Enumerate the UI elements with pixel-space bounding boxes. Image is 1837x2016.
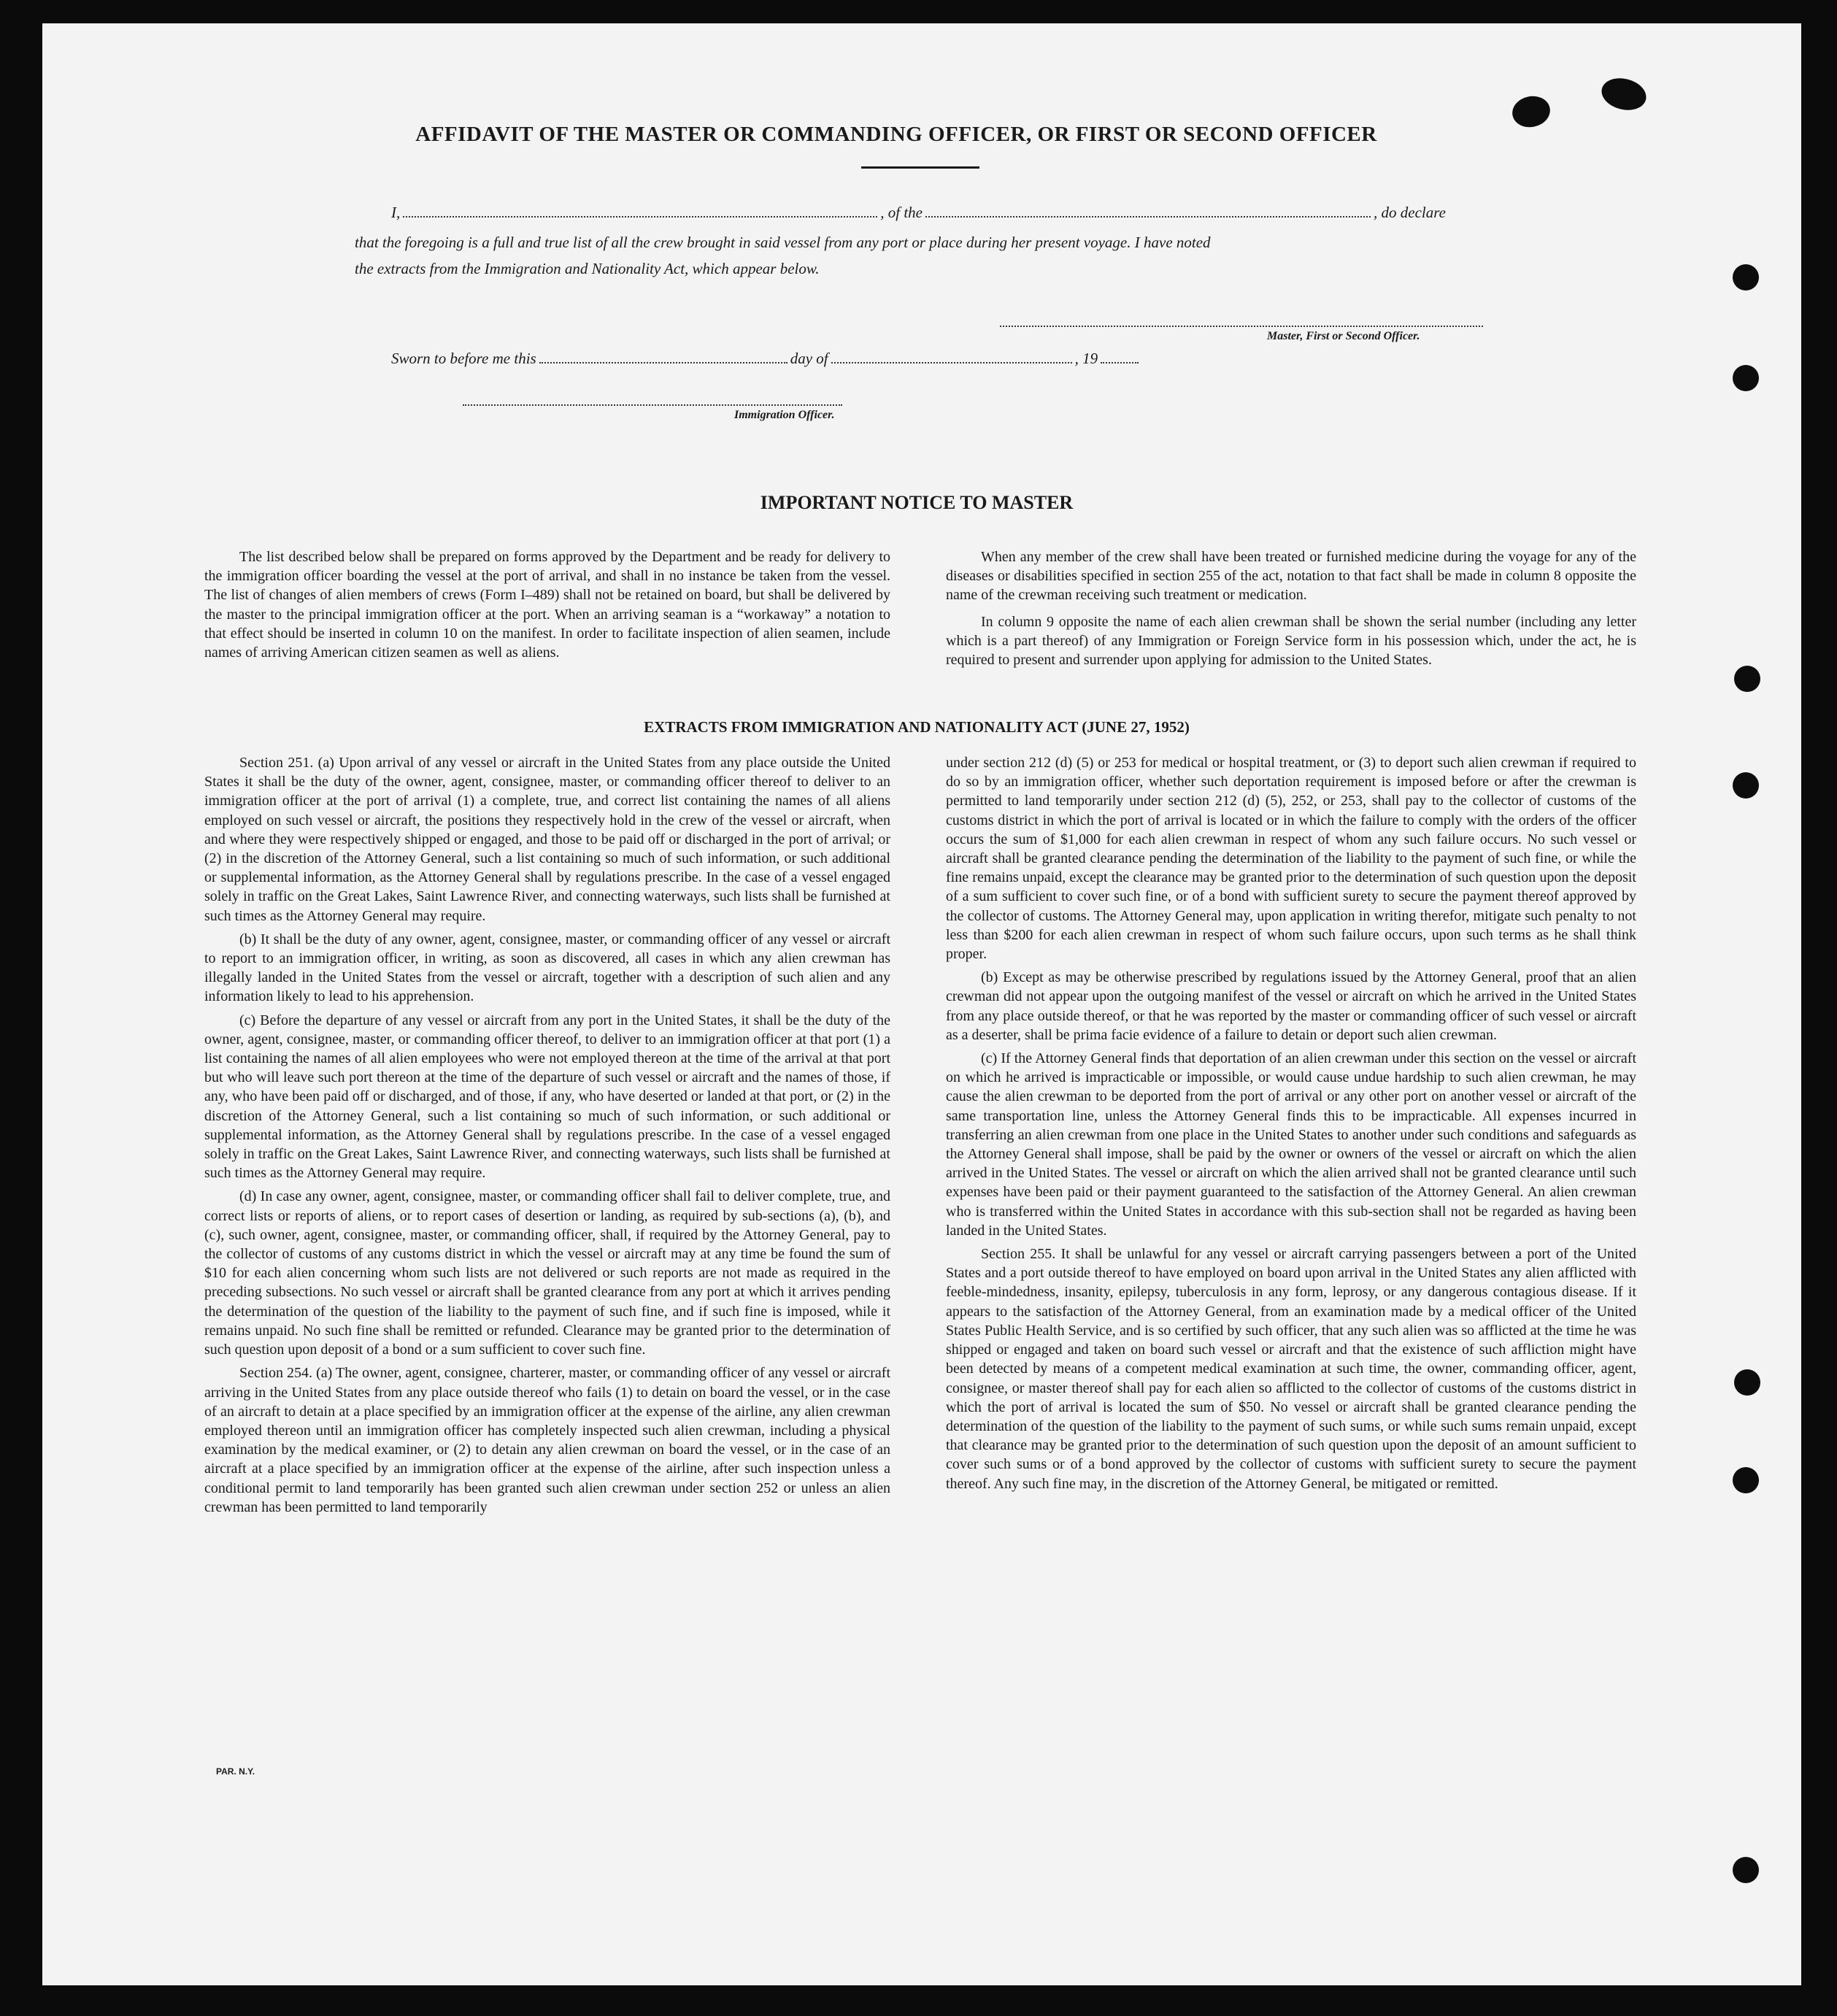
punch-hole-4 <box>1733 772 1759 799</box>
punch-hole-7 <box>1733 1857 1759 1883</box>
do-declare-label: , do declare <box>1374 204 1446 221</box>
notice-right-column <box>946 547 1636 674</box>
punch-hole-5 <box>1734 1369 1760 1396</box>
punch-hole-1 <box>1733 264 1759 291</box>
vessel-name-field[interactable] <box>925 203 1371 218</box>
sworn-month-field[interactable] <box>831 349 1072 363</box>
notice-left-column <box>204 547 890 666</box>
printer-mark: PAR. N.Y. <box>216 1766 255 1777</box>
of-the-label: , of the <box>880 204 923 221</box>
master-signature-field[interactable] <box>1000 326 1483 327</box>
extracts-title: EXTRACTS FROM IMMIGRATION AND NATIONALITY ACT (JUNE 27, 1952) <box>644 718 1190 736</box>
affidavit-declaration-line <box>391 203 1446 222</box>
day-of-label: day of <box>790 350 828 367</box>
title-rule <box>861 166 979 169</box>
affidavit-text-line-2: that the foregoing is a full and true list of all the crew brought in said vessel from any port or place during her present voyage. I have noted <box>355 234 1211 251</box>
statute-paragraph: Section 251. (a) Upon arrival of any vessel or aircraft in the United States from any place outside the United States it shall be the duty of the owner, agent, consignee, master, or commanding officer thereof to deliver to an immigration officer at the port of arrival (1) a complete, true, and correct list containing the names of all aliens employed on such vessel or aircraft, the positions they respectively hold in the crew of the vessel or aircraft, when and where they were respectively shipped or engaged, and those to be paid off or discharged in the port of arrival; or (2) in the discretion of the Attorney General, such a list containing so much of such information, or such additional or supplemental information, as the Attorney General shall by regulations prescribe. In the case of a vessel engaged solely in traffic on the Great Lakes, Saint Lawrence River, and connecting waterways, such lists shall be furnished at such times as the Attorney General may require. <box>204 755 890 924</box>
sworn-line <box>391 349 1141 368</box>
sworn-year-field[interactable] <box>1101 349 1139 363</box>
extracts-left-column <box>204 753 890 1521</box>
punch-hole-3 <box>1734 666 1760 692</box>
statute-paragraph: (d) In case any owner, agent, consignee, master, or commanding officer shall fail to deliver complete, true, and correct lists or reports of aliens, or to report cases of desertion or landing, as required by sub-sections (a), (b), and (c), such owner, agent, consignee, master, or commanding officer, shall, if required by the Attorney General, pay to the collector of customs of any customs district in which the vessel or aircraft may at any time be found the sum of $10 for each alien concerning whom such lists are not delivered or such reports are not made as required in the preceding subsections. No such vessel or aircraft shall be granted clearance from any port at which it arrives pending the determination of the question of the liability to the payment of such fine, and if such fine is imposed, while it remains unpaid. No such fine shall be remitted or refunded. Clearance may be granted prior to the determination of such question upon deposit of a bond or a sum sufficient to cover such fine. <box>204 1188 890 1358</box>
immigration-officer-signature-field[interactable] <box>463 404 842 406</box>
document-page <box>42 23 1801 1985</box>
statute-paragraph: under section 212 (d) (5) or 253 for medical or hospital treatment, or (3) to deport such alien crewman if required to do so by an immigration officer, whether such deportation requirement is imposed before or after the crewman is permitted to land temporarily under section 212 (d) (5), 252, or 253, shall pay to the collector of customs of the customs district in which the port of arrival is located or in which the failure to comply with the orders of the officer occurs the sum of $1,000 for each alien crewman in respect of whom any such failure occurs. No such vessel or aircraft shall be granted clearance pending the determination of the liability to the payment of such fine, or while the fine remains unpaid, except the clearance may be granted prior to the determination of such question upon the deposit of a sum sufficient to cover such fine, or of a bond with sufficient surety to secure the payment thereof approved by the collector of customs. The Attorney General may, upon application in writing therefor, mitigate such penalty to not less than $200 for each alien crewman in respect of whom such failure occurs, upon such terms as he shall think proper. <box>946 755 1636 963</box>
ink-blot-2 <box>1598 74 1649 115</box>
year-label: , 19 <box>1074 350 1098 367</box>
statute-paragraph: Section 254. (a) The owner, agent, consignee, charterer, master, or commanding officer of any vessel or aircraft arriving in the United States from any place outside thereof who fails (1) to detain on board the vessel, or in the case of an aircraft to detain at a place specified by an immigration officer at the expense of the airline, any alien crewman employed thereon until an immigration officer has completely inspected such alien crewman, including a physical examination by the medical examiner, or (2) to detain any alien crewman on board the vessel, or in the case of an aircraft at a place specified by an immigration officer at the expense of the airline, after such inspection unless a conditional permit to land temporarily has been granted such alien crewman under section 252 or unless an alien crewman has been permitted to land temporarily <box>204 1365 890 1515</box>
statute-paragraph: (b) It shall be the duty of any owner, agent, consignee, master, or commanding officer of any vessel or aircraft to report to an immigration officer, in writing, as soon as discovered, all cases in which any alien crewman has illegally landed in the United States from the vessel or aircraft, together with a description of such alien and any information likely to lead to his apprehension. <box>204 931 890 1005</box>
sworn-label: Sworn to before me this <box>391 350 536 367</box>
master-signature-caption: Master, First or Second Officer. <box>1267 330 1420 342</box>
statute-paragraph: (b) Except as may be otherwise prescribed by regulations issued by the Attorney General, proof that an alien crewman did not appear upon the outgoing manifest of the vessel or aircraft on which he arrived in the United States from any place outside thereof, or that he was reported by the master or commanding officer of such vessel or aircraft as a deserter, shall be prima facie evidence of a failure to detain or deport such alien crewman. <box>946 969 1636 1043</box>
extracts-right-column <box>946 753 1636 1498</box>
statute-paragraph: (c) Before the departure of any vessel or aircraft from any port in the United States, it shall be the duty of the owner, agent, consignee, master, or commanding officer thereof, to deliver to an immigration officer at that port (1) a list containing the names of all alien employees who were not employed thereon at the time of the arrival at that port but who will leave such port thereon at the time of the departure of such vessel or aircraft and the names of those, if any, who have been paid off or discharged, and of those, if any, who have deserted or landed at that port, or (2) in the discretion of the Attorney General, such a list containing so much of such information, or such additional or supplemental information, as the Attorney General shall by regulations prescribe. In the case of a vessel engaged solely in traffic on the Great Lakes, Saint Lawrence River, and connecting waterways, such lists shall be furnished at such times as the Attorney General may require. <box>204 1012 890 1182</box>
notice-paragraph: When any member of the crew shall have been treated or furnished medicine during the voyage for any of the diseases or disabilities specified in section 255 of the act, notation to that fact shall be made in column 8 opposite the name of the crewman receiving such treatment or medication. <box>946 549 1636 604</box>
statute-paragraph: (c) If the Attorney General finds that deportation of an alien crewman under this section on the vessel or aircraft on which he arrived is impracticable or impossible, or would cause undue hardship to such alien crewman, he may cause the alien crewman to be deported from the port of arrival or any other port on another vessel or aircraft of the same transportation line, unless the Attorney General finds this to be impracticable. All expenses incurred in transferring an alien crewman from one place in the United States to another under such conditions and safeguards as the Attorney General shall impose, shall be paid by the owner or owners of the vessel or aircraft on which the alien arrived in the United States. The vessel or aircraft on which the alien arrived shall not be granted clearance until such expenses have been paid or their payment guaranteed to the satisfaction of the Attorney General. An alien crewman who is transferred within the United States in accordance with this sub-section shall not be regarded as having been landed in the United States. <box>946 1050 1636 1239</box>
punch-hole-2 <box>1733 365 1759 391</box>
affidavit-text-line-3: the extracts from the Immigration and Nationality Act, which appear below. <box>355 260 820 277</box>
statute-paragraph: Section 255. It shall be unlawful for any vessel or aircraft carrying passengers between a port of the United States and a port outside thereof to have employed on board upon arrival in the United States any alien afflicted with feeble-mindedness, insanity, epilepsy, tuberculosis in any form, leprosy, or any dangerous contagious disease. If it appears to the satisfaction of the Attorney General, from an examination made by a medical officer of the United States Public Health Service, and is so certified by such officer, that any such alien was so afflicted at the time he was shipped or engaged and taken on board such vessel or aircraft and that the existence of such affliction might have been detected by means of a competent medical examination at such time, the owner, commanding officer, agent, consignee, or master thereof shall pay for each alien so afflicted to the collector of customs of the customs district in which the port of arrival is located the sum of $50. No vessel or aircraft shall be granted clearance pending the determination of the question of the liability to the payment of such sums, or while such sums remain unpaid, except that clearance may be granted prior to the determination of such question upon the deposit of an amount sufficient to cover such sums or of a bond approved by the collector of customs with sufficient surety to secure the payment thereof. Any such fine may, in the discretion of the Attorney General, be mitigated or remitted. <box>946 1246 1636 1492</box>
affidavit-title: AFFIDAVIT OF THE MASTER OR COMMANDING OFFICER, OR FIRST OR SECOND OFFICER <box>415 123 1377 146</box>
sworn-day-field[interactable] <box>539 349 787 363</box>
notice-paragraph: In column 9 opposite the name of each alien crewman shall be shown the serial number (including any letter which is a part thereof) of any Immigration or Foreign Service form in his possession which, under the act, he is required to present and surrender upon applying for admission to the United States. <box>946 613 1636 669</box>
notice-title: IMPORTANT NOTICE TO MASTER <box>760 492 1074 513</box>
declarant-name-field[interactable] <box>403 203 877 218</box>
declarant-label: I, <box>391 204 401 221</box>
notice-paragraph: The list described below shall be prepared on forms approved by the Department and be ready for delivery to the immigration officer boarding the vessel at the port of arrival, and shall in no instance be taken from the vessel. The list of changes of alien members of crews (Form I–489) shall not be retained on board, but shall be delivered by the master to the principal immigration officer at the port. When an arriving seaman is a “workaway” a notation to that effect should be inserted in column 10 on the manifest. In order to facilitate inspection of alien seamen, include names of arriving American citizen seamen as well as aliens. <box>204 549 890 661</box>
immigration-officer-caption: Immigration Officer. <box>734 409 835 421</box>
punch-hole-6 <box>1733 1467 1759 1493</box>
